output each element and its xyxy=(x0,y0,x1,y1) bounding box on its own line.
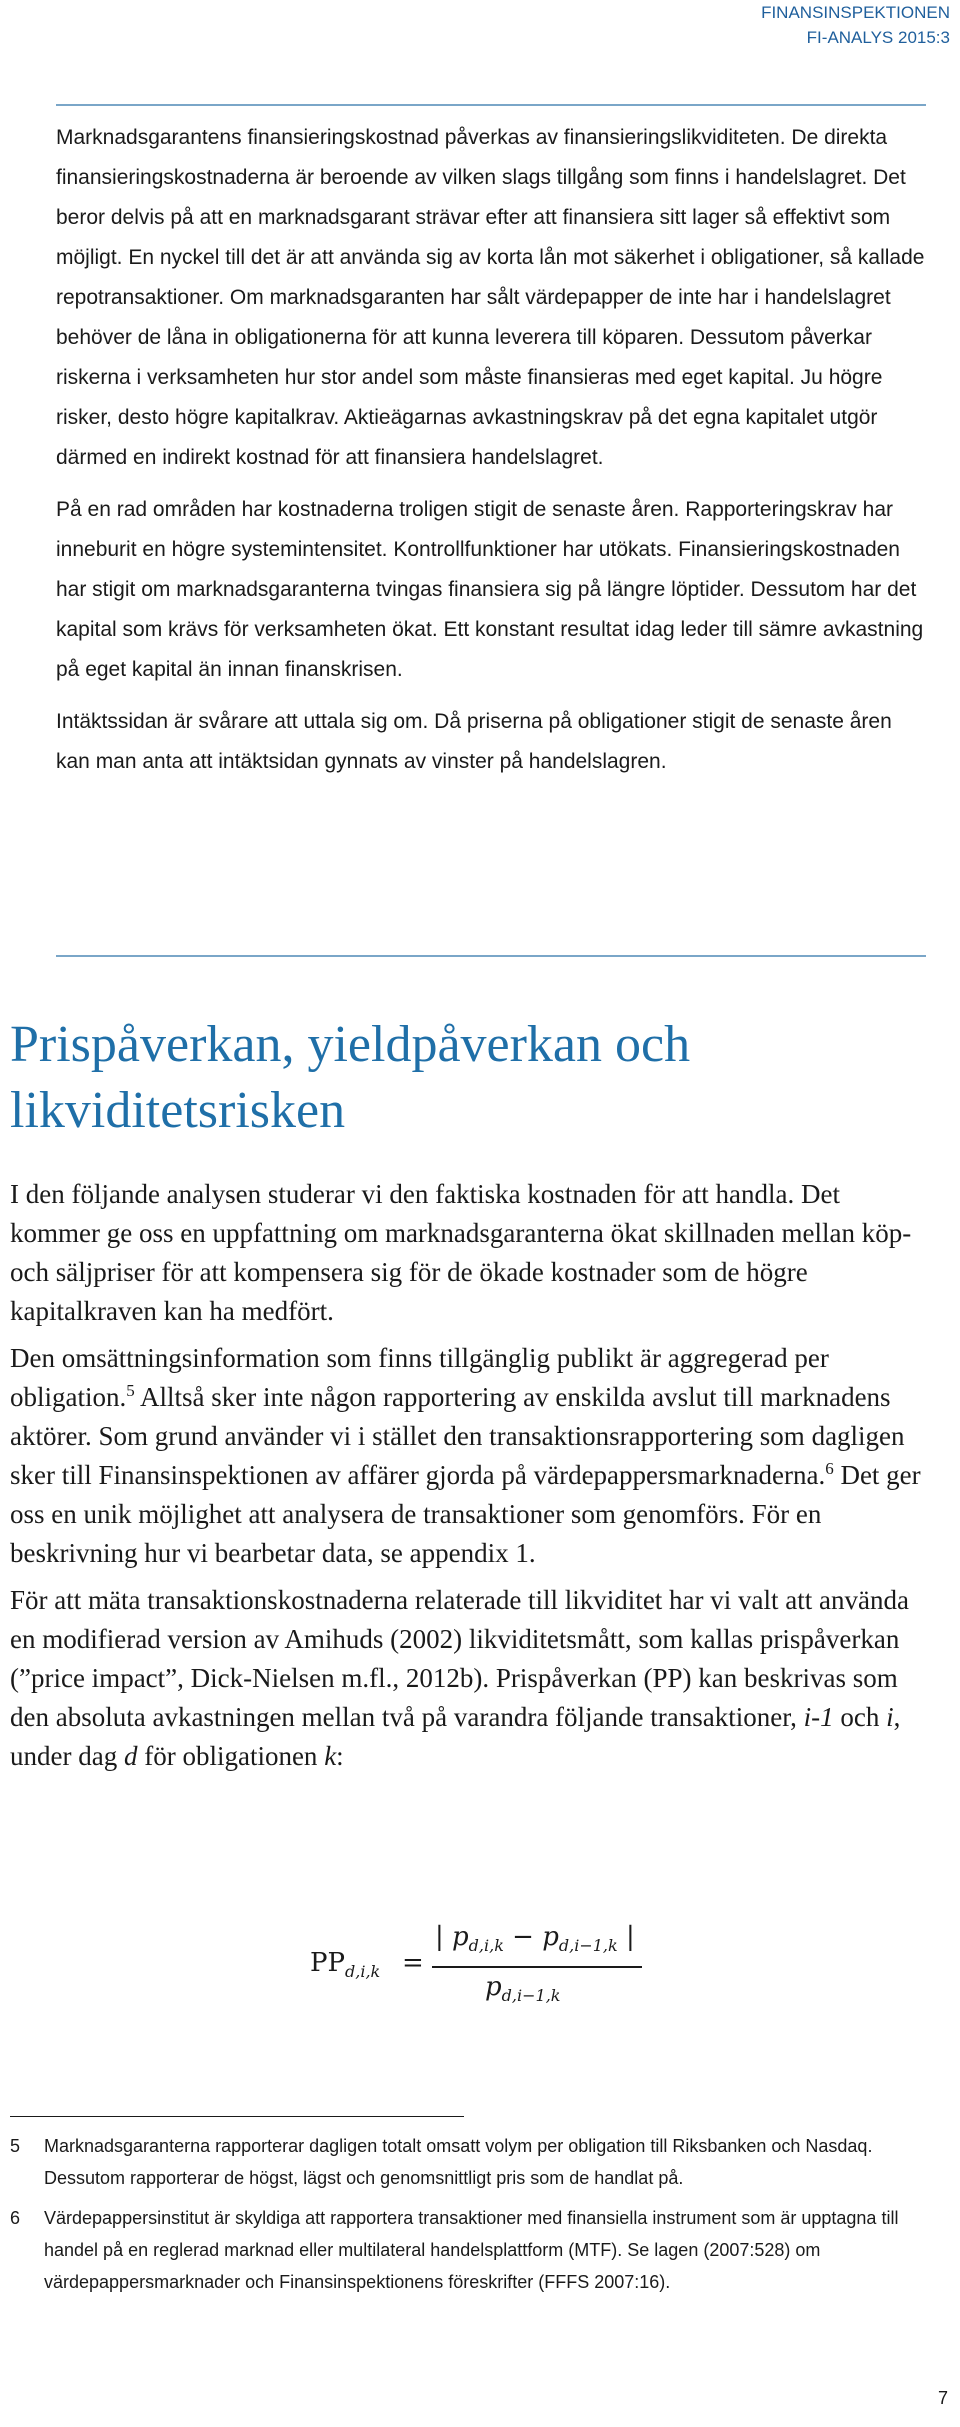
formula-num-close: | xyxy=(617,1922,635,1952)
footnote-number: 5 xyxy=(10,2136,21,2156)
formula-denominator xyxy=(485,1972,560,2005)
formula-numerator xyxy=(435,1922,635,1955)
intro-section xyxy=(56,118,926,794)
section-title: Prispåverkan, yieldpåverkan och likviditetsrisken xyxy=(10,1016,691,1139)
formula-den-subscript: d,i−1,k xyxy=(501,1986,561,2006)
footnote-ref-5[interactable]: 5 xyxy=(126,1381,135,1400)
footnote-text: Marknadsgaranterna rapporterar dagligen totalt omsatt volym per obligation till Riksbanken och Nasdaq. Dessutom rapporterar de högst, lägst och genomsnittligt pris som de handlat på. xyxy=(44,2136,873,2188)
footnote-number: 6 xyxy=(10,2208,21,2228)
p3-text-d: för obligationen xyxy=(137,1741,325,1771)
p2-text-a: Den omsättningsinformation som finns tillgänglig publikt är aggregerad per obligation. xyxy=(10,1343,829,1412)
body-paragraph-1: I den följande analysen studerar vi den faktiska kostnaden för att handla. Det kommer ge oss en uppfattning om marknadsgaranterna ökat skillnaden mellan köp- och säljpriser för att kompensera sig för de ökade kostnader som de högre kapitalkraven kan ha medfört. xyxy=(10,1179,912,1326)
footnotes xyxy=(10,2130,925,2306)
page-header xyxy=(761,0,950,50)
formula-num-sub1: d,i,k xyxy=(468,1936,504,1956)
top-divider xyxy=(56,104,926,106)
formula-den-symbol: p xyxy=(485,1972,502,2002)
footnote-text: Värdepappersinstitut är skyldiga att rapportera transaktioner med finansiella instrument som är upptagna till handel på en reglerad marknad eller multilateral handelsplattform (MTF). Se lagen (2007:528) om värdepappersmarknader och Finansinspektionens föreskrifter (FFFS 2007:16). xyxy=(44,2208,899,2292)
formula-equals: = xyxy=(402,1948,424,1978)
p3-text-a: För att mäta transaktionskostnaderna relaterade till likviditet har vi valt att använda en modifierad version av Amihuds (2002) likviditetsmått, som kallas prispåverkan (”price impact”, Dick-Nielsen m.fl., 2012b). Prispåverkan (PP) kan beskrivas som den absoluta avkastningen mellan två på varandra följande transaktioner, xyxy=(10,1585,909,1732)
p3-text-b: och xyxy=(833,1702,887,1732)
footnote-6 xyxy=(10,2202,925,2298)
fraction-bar xyxy=(432,1966,642,1968)
section-divider xyxy=(56,955,926,957)
p3-var-i-minus-1: i-1 xyxy=(803,1702,834,1732)
p3-var-i: i xyxy=(886,1702,894,1732)
p2-text-b: Alltså sker inte någon rapportering av enskilda avslut till marknadens aktörer. Som grund använder vi i stället den transaktionsrapportering som dagligen sker till Finansinspektionen av affärer gjorda på värdepappersmarknaderna. xyxy=(10,1382,905,1490)
p3-text-e: : xyxy=(336,1741,344,1771)
intro-paragraph-1: Marknadsgarantens finansieringskostnad påverkas av finansieringslikviditeten. De direkta finansieringskostnaderna är beroende av vilken slags tillgång som finns i handelslagret. Det beror delvis på att en marknadsgarant strävar efter att finansiera sitt lager så effektivt som möjligt. En nyckel till det är att använda sig av korta lån mot säkerhet i obligationer, så kallade repotransaktioner. Om marknadsgaranten har sålt värdepapper de inte har i handelslagret behöver de låna in obligationerna för att kunna leverera till köparen. Dessutom påverkar riskerna i verksamheten hur stor andel som måste finansieras med eget kapital. Ju högre risker, desto högre kapitalkrav. Aktieägarnas avkastningskrav på det egna kapitalet utgör därmed en indirekt kostnad för att finansiera handelslagret. xyxy=(56,126,925,469)
header-org: FINANSINSPEKTIONEN xyxy=(761,3,950,22)
footnote-5 xyxy=(10,2130,925,2194)
formula-num-open: | p xyxy=(435,1922,469,1952)
formula-num-sub2: d,i−1,k xyxy=(558,1936,618,1956)
formula-lhs-symbol: PP xyxy=(310,1948,345,1978)
p3-var-d: d xyxy=(123,1741,138,1771)
body-paragraph-3 xyxy=(10,1581,922,1776)
footnote-divider xyxy=(10,2116,464,2117)
body-paragraph-2 xyxy=(10,1339,922,1573)
p2-text-c: Det ger oss en unik möjlighet att analysera de transaktioner som genomförs. För en beskrivning hur vi bearbetar data, se appendix 1. xyxy=(10,1460,921,1568)
formula-lhs-subscript: d,i,k xyxy=(345,1962,381,1982)
price-impact-formula xyxy=(300,1920,660,2020)
formula-num-minus: − p xyxy=(503,1922,559,1952)
p3-var-k: k xyxy=(324,1741,337,1771)
section-body xyxy=(10,1175,922,1784)
intro-paragraph-2: På en rad områden har kostnaderna troligen stigit de senaste åren. Rapporteringskrav har inneburit en högre systemintensitet. Kontrollfunktioner har utökats. Finansieringskostnaden har stigit om marknadsgaranterna tvingas finansiera sig på längre löptider. Dessutom har det kapital som krävs för verksamheten ökat. Ett konstant resultat idag leder till sämre avkastning på eget kapital än innan finanskrisen. xyxy=(56,498,924,681)
footnote-ref-6[interactable]: 6 xyxy=(825,1459,834,1478)
intro-paragraph-3: Intäktssidan är svårare att uttala sig om. Då priserna på obligationer stigit de senaste åren kan man anta att intäktsidan gynnats av vinster på handelslagren. xyxy=(56,710,892,773)
page-number: 7 xyxy=(937,2388,948,2408)
formula-lhs xyxy=(310,1948,380,1981)
p3-text-c: , under dag xyxy=(10,1702,901,1771)
header-series: FI-ANALYS 2015:3 xyxy=(806,28,950,47)
